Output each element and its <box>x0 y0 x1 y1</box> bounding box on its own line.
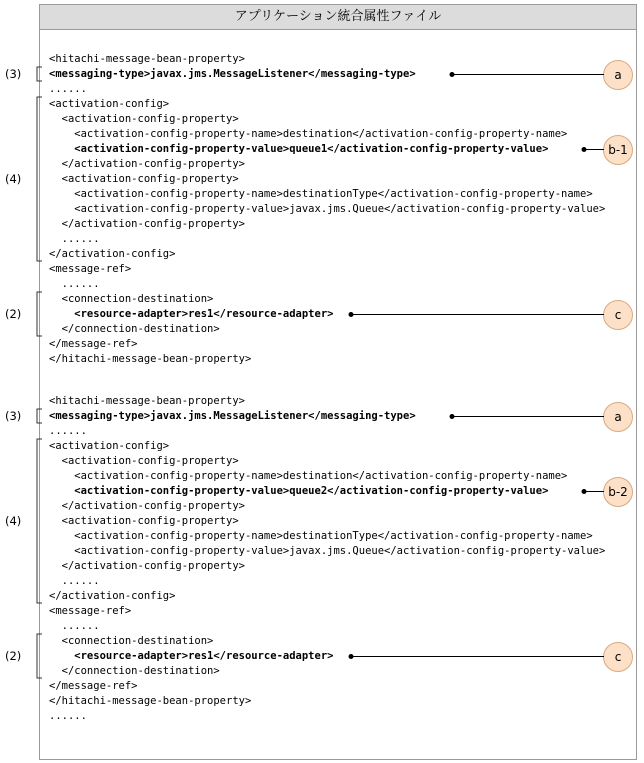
bracket-label: (2) <box>5 307 22 321</box>
code-line: <resource-adapter>res1</resource-adapter> <box>49 650 334 662</box>
code-line: </activation-config> <box>49 248 176 260</box>
code-line: <activation-config-property-name>destinationType</activation-config-property-name> <box>49 188 593 200</box>
code-line: </message-ref> <box>49 680 138 692</box>
code-line: </activation-config-property> <box>49 500 245 512</box>
code-line: <hitachi-message-bean-property> <box>49 395 245 407</box>
bracket-label: (4) <box>5 172 22 186</box>
code-line: ...... <box>49 620 100 632</box>
code-line: <hitachi-message-bean-property> <box>49 53 245 65</box>
code-line: </hitachi-message-bean-property> <box>49 695 252 707</box>
code-line: <activation-config-property> <box>49 173 239 185</box>
code-line: <activation-config> <box>49 98 170 110</box>
code-line: ...... <box>49 425 87 437</box>
code-line: </activation-config> <box>49 590 176 602</box>
code-line: ...... <box>49 83 87 95</box>
callout-badge: b-2 <box>603 477 633 507</box>
code-line: <resource-adapter>res1</resource-adapter> <box>49 308 334 320</box>
code-line: <messaging-type>javax.jms.MessageListener</messaging-type> <box>49 410 416 422</box>
code-line: <activation-config-property> <box>49 113 239 125</box>
bracket-label: (4) <box>5 514 22 528</box>
code-line: <activation-config-property-value>javax.jms.Queue</activation-config-property-value> <box>49 203 606 215</box>
code-line: ...... <box>49 575 100 587</box>
callout-badge: a <box>603 402 633 432</box>
code-line: </activation-config-property> <box>49 158 245 170</box>
bracket-line <box>37 439 42 603</box>
code-line: </message-ref> <box>49 338 138 350</box>
code-line: <messaging-type>javax.jms.MessageListener</messaging-type> <box>49 68 416 80</box>
callout-badge: c <box>603 642 633 672</box>
callout-badge: b-1 <box>603 135 633 165</box>
code-line: </hitachi-message-bean-property> <box>49 353 252 365</box>
code-line: <connection-destination> <box>49 293 214 305</box>
code-line: ...... <box>49 233 100 245</box>
bracket-line <box>37 409 42 423</box>
panel-title: アプリケーション統合属性ファイル <box>40 5 636 30</box>
code-line: <activation-config-property-value>queue2</activation-config-property-value> <box>49 485 549 497</box>
code-line: <message-ref> <box>49 605 132 617</box>
code-line: <activation-config-property-name>destination</activation-config-property-name> <box>49 470 568 482</box>
callout-badge: a <box>603 60 633 90</box>
code-line: <activation-config-property-value>queue1</activation-config-property-value> <box>49 143 549 155</box>
code-line: <activation-config-property-name>destinationType</activation-config-property-name> <box>49 530 593 542</box>
bracket-label: (3) <box>5 67 22 81</box>
code-line: <connection-destination> <box>49 635 214 647</box>
code-line: </activation-config-property> <box>49 218 245 230</box>
code-line: <message-ref> <box>49 263 132 275</box>
code-line: <activation-config> <box>49 440 170 452</box>
code-line: </connection-destination> <box>49 323 220 335</box>
code-line: <activation-config-property> <box>49 455 239 467</box>
code-line: </connection-destination> <box>49 665 220 677</box>
code-line: <activation-config-property-value>javax.jms.Queue</activation-config-property-value> <box>49 545 606 557</box>
bracket-line <box>37 292 42 336</box>
callout-badge: c <box>603 300 633 330</box>
bracket-line <box>37 634 42 678</box>
code-line: </activation-config-property> <box>49 560 245 572</box>
code-line: <activation-config-property> <box>49 515 239 527</box>
code-line: ...... <box>49 278 100 290</box>
bracket-label: (2) <box>5 649 22 663</box>
code-line: ...... <box>49 710 87 722</box>
bracket-line <box>37 67 42 81</box>
bracket-label: (3) <box>5 409 22 423</box>
bracket-line <box>37 97 42 261</box>
code-line: <activation-config-property-name>destination</activation-config-property-name> <box>49 128 568 140</box>
